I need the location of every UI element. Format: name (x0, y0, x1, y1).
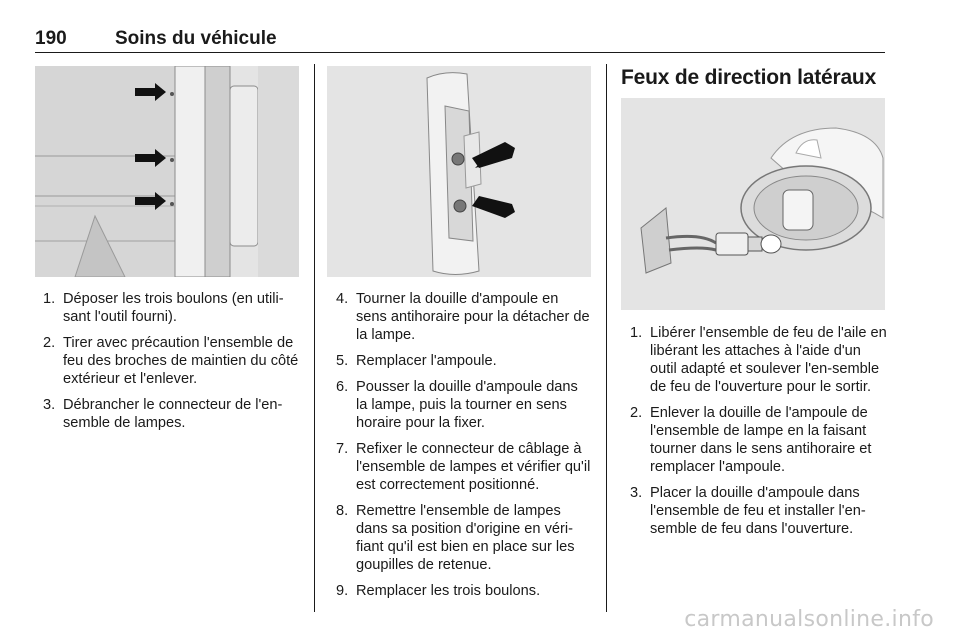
list-item (336, 352, 593, 370)
step-number: 2. (630, 405, 643, 421)
step-text: Placer la douille d'ampoule dans l'ensemble de feu et installer l'en-semble de feu dans l'ouverture. (650, 485, 866, 537)
list-item (43, 396, 301, 432)
column-divider-1 (314, 64, 315, 612)
list-item (630, 404, 888, 476)
step-number: 1. (630, 325, 643, 341)
list-item (336, 502, 593, 574)
section-title: Soins du véhicule (115, 28, 277, 49)
step-number: 3. (43, 397, 56, 413)
list-item (336, 440, 593, 494)
section-heading: Feux de direction latéraux (621, 66, 877, 89)
side-indicator-illustration (621, 98, 885, 310)
steps-list-column3 (630, 324, 888, 546)
step-text: Tourner la douille d'ampoule en sens antihoraire pour la détacher de la lampe. (356, 291, 590, 343)
list-item (336, 378, 593, 432)
list-item (336, 582, 593, 600)
step-text: Enlever la douille de l'ampoule de l'ensemble de lampe en la faisant tourner dans le sens antihoraire et remplacer l'ampoule. (650, 405, 872, 475)
step-text: Tirer avec précaution l'ensemble de feu des broches de maintien du côté extérieur et l'enlever. (63, 335, 299, 387)
page-header (35, 24, 885, 53)
watermark: carmanualsonline.info (684, 607, 934, 632)
list-item (43, 290, 301, 326)
step-number: 4. (336, 291, 349, 307)
step-number: 5. (336, 353, 349, 369)
step-number: 6. (336, 379, 349, 395)
figure-bulb-sockets (327, 66, 591, 277)
figure-rear-lamp-bolts (35, 66, 299, 277)
step-text: Refixer le connecteur de câblage à l'ensemble de lampes et vérifier qu'il est correctement positionné. (356, 441, 591, 493)
list-item (336, 290, 593, 344)
step-number: 2. (43, 335, 56, 351)
step-number: 9. (336, 583, 349, 599)
column-divider-2 (606, 64, 607, 612)
step-text: Débrancher le connecteur de l'en-semble de lampes. (63, 397, 283, 431)
step-text: Remplacer les trois boulons. (356, 583, 541, 599)
bulb-socket-illustration (327, 66, 591, 277)
step-number: 1. (43, 291, 56, 307)
step-number: 3. (630, 485, 643, 501)
step-text: Remettre l'ensemble de lampes dans sa position d'origine en véri-fiant qu'il est bien en place sur les goupilles de retenue. (356, 503, 575, 573)
list-item (630, 324, 888, 396)
figure-side-indicator (621, 98, 885, 310)
step-number: 7. (336, 441, 349, 457)
steps-list-column2 (336, 290, 593, 608)
list-item (43, 334, 301, 388)
step-text: Pousser la douille d'ampoule dans la lampe, puis la tourner en sens horaire pour la fixer. (356, 379, 578, 431)
page-number: 190 (35, 28, 67, 49)
step-text: Déposer les trois boulons (en utili-sant l'outil fourni). (63, 291, 284, 325)
step-text: Remplacer l'ampoule. (356, 353, 497, 369)
steps-list-column1 (43, 290, 301, 440)
step-text: Libérer l'ensemble de feu de l'aile en libérant les attaches à l'aide d'un outil adapté et soulever l'en-semble de feu de l'ouverture pour le sortir. (650, 325, 887, 395)
step-number: 8. (336, 503, 349, 519)
list-item (630, 484, 888, 538)
rear-lamp-illustration (35, 66, 299, 277)
